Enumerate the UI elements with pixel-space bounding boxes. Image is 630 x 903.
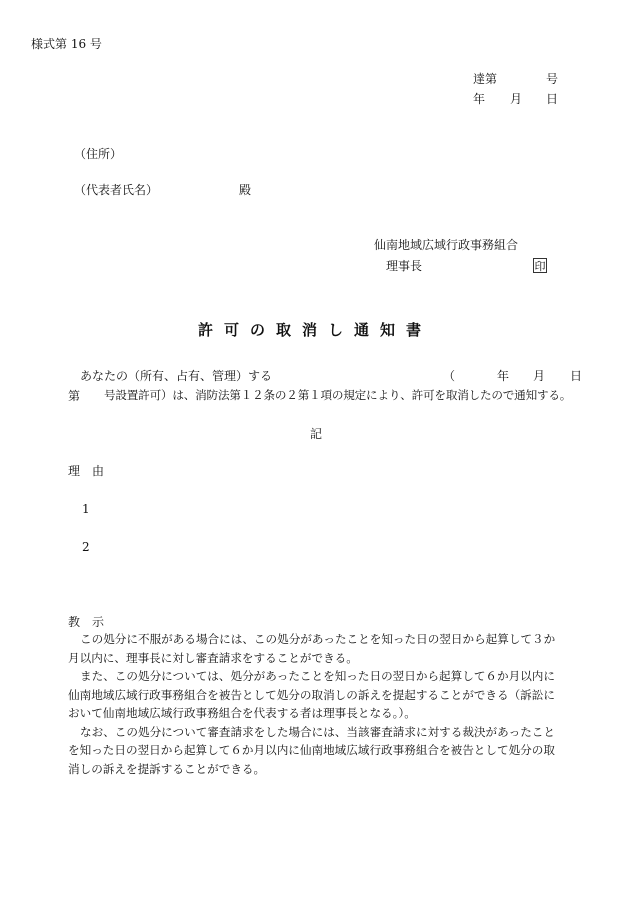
notice-line-8: 消しの訴えを提訴することができる。 xyxy=(68,762,266,776)
notice-line-6: なお、この処分について審査請求をした場合には、当該審査請求に対する裁決があったこと xyxy=(80,725,555,739)
reason-item-1: 1 xyxy=(82,502,90,516)
recipient-address-label: （住所） xyxy=(74,147,123,161)
body-line2-rest: 号設置許可）は、消防法第１２条の２第１項の規定により、許可を取消したので通知する。 xyxy=(104,388,572,402)
recipient-honorific: 殿 xyxy=(239,183,252,197)
document-title: 許可の取消し通知書 xyxy=(197,321,432,339)
notice-line-5: おいて仙南地域広域行政事務組合を代表する者は理事長となる。）。 xyxy=(68,706,416,720)
issuer-organization: 仙南地域広域行政事務組合 xyxy=(374,238,519,252)
document-number-prefix: 達第 xyxy=(473,72,498,86)
form-number: 様式第 16 号 xyxy=(31,37,102,51)
ki-mark: 記 xyxy=(310,427,323,441)
issue-date-month: 月 xyxy=(510,92,523,106)
body-line1-month: 月 xyxy=(533,369,546,383)
recipient-name-label: （代表者氏名） xyxy=(74,183,159,197)
notice-line-4: 仙南地域広域行政事務組合を被告として処分の取消しの訴えを提起することができる（訴訟に xyxy=(68,688,555,702)
issue-date-year: 年 xyxy=(473,92,486,106)
body-line1-day: 日 xyxy=(570,369,583,383)
issue-date-day: 日 xyxy=(546,92,559,106)
notice-line-7: を知った日の翌日から起算して６か月以内に仙南地域広域行政事務組合を被告として処分の取 xyxy=(68,743,555,757)
reason-item-2: 2 xyxy=(82,540,90,554)
reason-heading: 理 由 xyxy=(68,464,105,478)
body-line1-main: あなたの（所有、占有、管理）する xyxy=(80,369,273,383)
body-line1-year: 年 xyxy=(497,369,510,383)
issuer-title: 理事長 xyxy=(386,259,423,273)
body-line1-paren: （ xyxy=(443,369,456,383)
notice-line-2: 月以内に、理事長に対し審査請求をすることができる。 xyxy=(68,651,358,665)
document-number-suffix: 号 xyxy=(546,72,559,86)
notice-heading: 教 示 xyxy=(68,615,105,629)
seal-mark: 印 xyxy=(534,260,546,273)
notice-line-3: また、この処分については、処分があったことを知った日の翌日から起算して６か月以内に xyxy=(80,669,555,683)
body-line2-lead: 第 xyxy=(68,389,81,403)
notice-line-1: この処分に不服がある場合には、この処分があったことを知った日の翌日から起算して３か xyxy=(80,632,556,646)
